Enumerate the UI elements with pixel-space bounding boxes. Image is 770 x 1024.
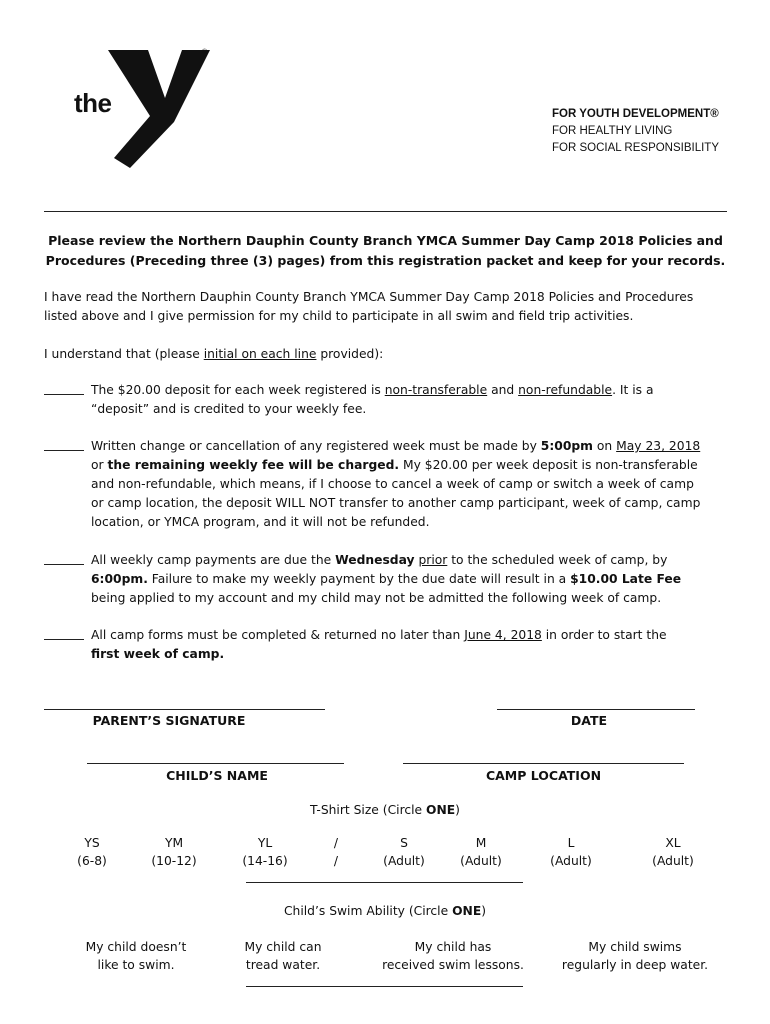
date-label: DATE (570, 713, 608, 728)
size-divider: / / (333, 836, 339, 868)
size-option-xl[interactable]: XL (Adult) (652, 836, 694, 868)
size-option-yl[interactable]: YL (14-16) (242, 836, 288, 868)
policy-text: The $20.00 deposit for each week registered is non-transferable and non-refundable. It is a “deposit” and is credited to your weekly fee. (91, 383, 654, 416)
swim-option-lessons[interactable]: My child has received swim lessons. (382, 940, 524, 972)
parent-signature-line[interactable] (44, 709, 325, 710)
policy-text: All camp forms must be completed & returned no later than June 4, 2018 in order to start the first week of camp. (91, 628, 667, 661)
swim-option-doesnt-like[interactable]: My child doesn’t like to swim. (85, 940, 187, 972)
logo-ymca-text: YMCA (165, 131, 188, 160)
intro-line: I have read the Northern Dauphin County Branch YMCA Summer Day Camp 2018 Policies and Procedures (44, 290, 694, 304)
policy-text: Written change or cancellation of any registered week must be made by 5:00pm on May 23, 2018 or the remaining weekly fee will be charged. My $20.00 per week deposit is non-transferable and non-refundable, which means, if I choose to cancel a week of camp or switch a week of camp or camp location, the deposit WILL NOT transfer to another camp participant, week of camp, camp location, or YMCA program, and it will not be refunded. (91, 439, 701, 529)
bottom-divider (246, 986, 523, 987)
understand-post: provided): (316, 347, 384, 361)
tagline-line: FOR SOCIAL RESPONSIBILITY (552, 142, 720, 154)
size-option-l[interactable]: L (Adult) (550, 836, 592, 868)
logo-registered-mark: ® (202, 49, 208, 56)
swim-ability-heading: Child’s Swim Ability (Circle ONE) (283, 904, 487, 918)
size-option-ym[interactable]: YM (10-12) (151, 836, 197, 868)
logo-wordmark: the (74, 88, 112, 118)
date-line[interactable] (497, 709, 695, 710)
initial-blank[interactable] (44, 564, 84, 565)
title-line: Please review the Northern Dauphin County Branch YMCA Summer Day Camp 2018 Policies and (48, 233, 723, 248)
policy-text: All weekly camp payments are due the Wednesday prior to the scheduled week of camp, by 6:00pm. Failure to make my weekly payment by the due date will result in a $10.00 Late Fee being applied to my account and my child may not be admitted the following week of camp. (91, 553, 682, 605)
tshirt-size-heading: T-Shirt Size (Circle ONE) (310, 803, 460, 817)
swim-option-deep-water[interactable]: My child swims regularly in deep water. (561, 940, 709, 972)
initial-blank[interactable] (44, 394, 84, 395)
tagline-line: FOR HEALTHY LIVING (552, 125, 673, 137)
understand-pre: I understand that (please (44, 347, 204, 361)
size-option-ys[interactable]: YS (6-8) (77, 836, 107, 868)
child-name-line[interactable] (87, 763, 344, 764)
parent-signature-label: PARENT’S SIGNATURE (92, 713, 246, 728)
child-name-label: CHILD’S NAME (166, 768, 268, 783)
page-title (44, 231, 727, 271)
header-divider (44, 211, 727, 212)
tagline (552, 106, 719, 157)
intro-line: listed above and I give permission for my child to participate in all swim and field trip activities. (44, 309, 634, 323)
size-option-s[interactable]: S (Adult) (383, 836, 425, 868)
size-option-m[interactable]: M (Adult) (460, 836, 502, 868)
understand-line (44, 345, 734, 364)
initial-blank[interactable] (44, 639, 84, 640)
section-divider (246, 882, 523, 883)
intro-paragraph (44, 288, 734, 326)
tagline-line: FOR YOUTH DEVELOPMENT® (552, 108, 719, 120)
understand-underlined: initial on each line (203, 347, 317, 361)
title-line: Procedures (Preceding three (3) pages) from this registration packet and keep for your records. (45, 253, 726, 268)
swim-option-tread-water[interactable]: My child can tread water. (244, 940, 322, 972)
initial-blank[interactable] (44, 450, 84, 451)
camp-location-label: CAMP LOCATION (485, 768, 602, 783)
camp-location-line[interactable] (403, 763, 684, 764)
